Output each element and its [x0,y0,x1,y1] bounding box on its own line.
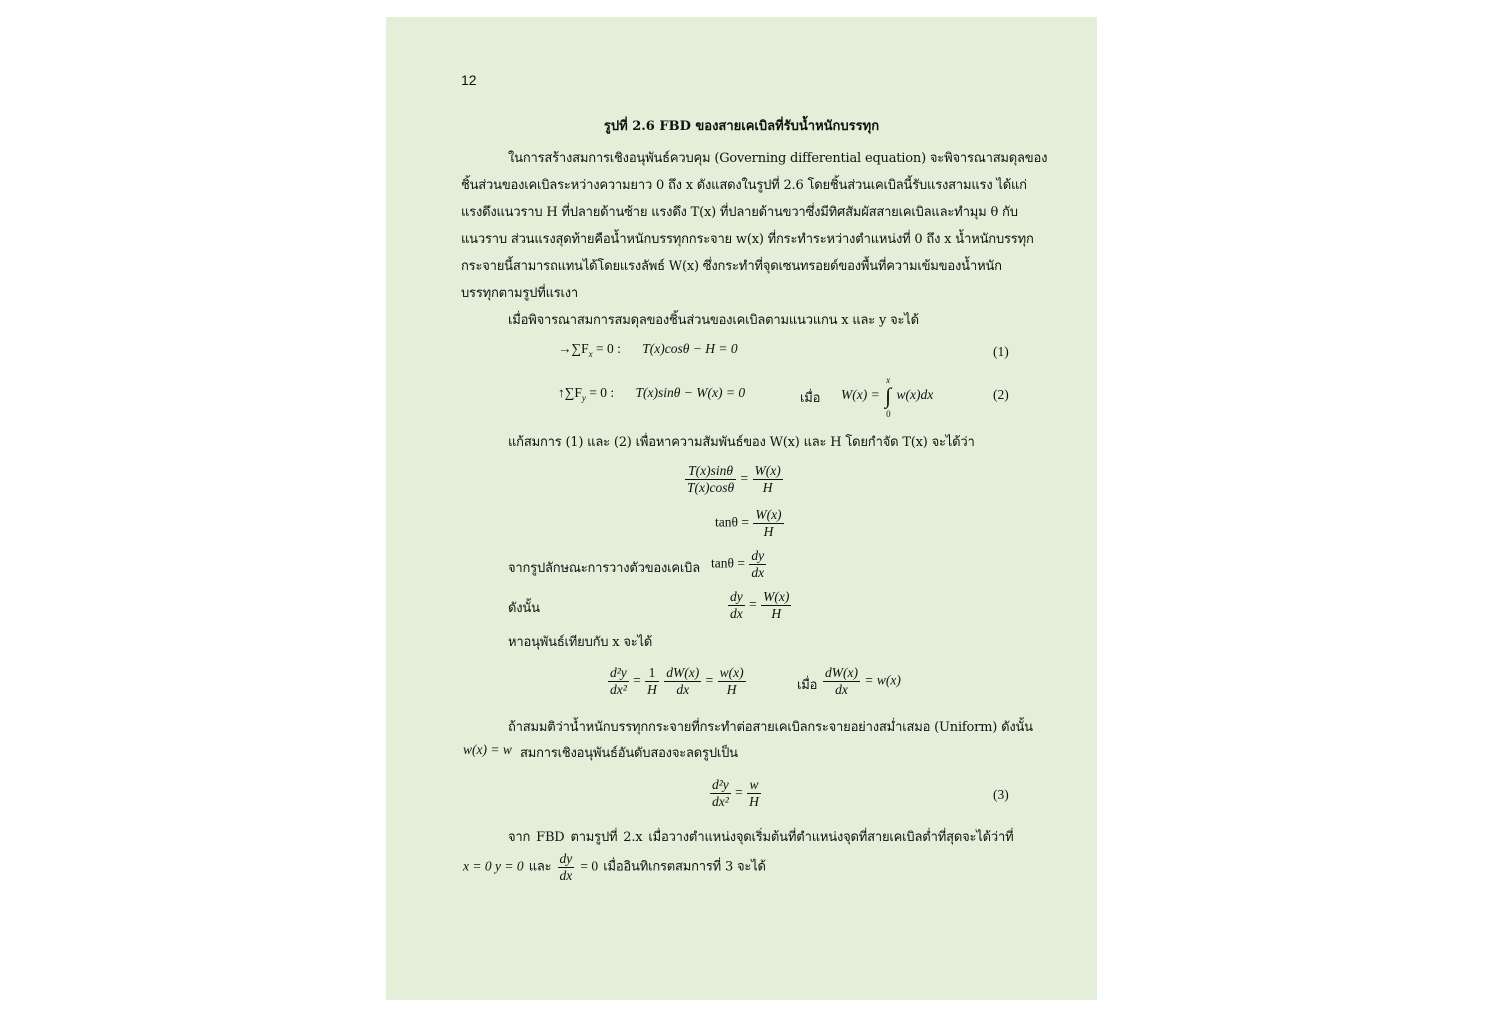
equation-2 [558,385,745,403]
slope-den: dx [751,565,765,580]
second-when: เมื่อ [797,678,818,693]
derivative-label: หาอนุพันธ์เทียบกับ x จะได้ [508,635,653,650]
paragraph-line: สมการเชิงอนุพันธ์อันดับสองจะลดรูปเป็น [520,746,738,761]
eq2-integrand: w(x)dx [896,387,934,403]
equation-1 [558,341,738,359]
therefore-den-right: H [771,606,782,621]
ratio-num-right: W(x) [754,463,781,478]
eq3-eq: = [735,784,743,800]
equation-second-derivative [607,665,747,698]
slope-label: จากรูปลักษณะการวางตัวของเคเบิล [508,561,700,576]
eq3-den-left: dx² [712,794,729,809]
def-dw: dW(x) [825,665,858,680]
paragraph-line: แก้สมการ (1) และ (2) เพื่อหาความสัมพันธ์ของ W(x) และ H โดยกำจัด T(x) จะได้ว่า [508,435,975,450]
ratio-num-left: T(x)sinθ [685,463,736,480]
paragraph-line: ชิ้นส่วนของเคเบิลระหว่างความยาว 0 ถึง x ดังแสดงในรูปที่ 2.6 โดยชิ้นส่วนเคเบิลนี้รับแรงสามแรง ได้แก่ [461,178,1027,193]
eq1-sub: x [588,349,593,359]
slope-lhs: tanθ = [711,555,745,571]
equation-slope [711,548,767,581]
therefore-den-left: dx [730,606,743,621]
eq2-rhs-head: = 0 : [589,385,615,400]
slope-num: dy [751,548,765,563]
equation-number: (2) [993,387,1009,402]
equation-number: (1) [993,344,1009,359]
equation-tan [715,507,785,540]
eq1-lhs: →∑F [558,341,589,356]
paragraph-line: กระจายนี้สามารถแทนได้โดยแรงลัพธ์ W(x) ซึ่งกระทำที่จุดเซนทรอยด์ของพื้นที่ความเข้มของน้ำหนัก [461,259,1002,274]
equation-dw-definition [822,665,901,698]
eq2-def-lhs: W(x) = [841,387,880,403]
second-eq-a: = [633,672,641,688]
second-one: 1 [645,665,659,682]
ratio-den-right: H [762,480,773,495]
last-den: dx [559,868,573,883]
paragraph-line: จาก FBD ตามรูปที่ 2.x เมื่อวางตำแหน่งจุดเริ่มต้นที่ตำแหน่งจุดที่สายเคเบิลต่ำที่สุดจะได้ว่าที่ [508,830,1014,845]
int-lower: 0 [886,409,891,419]
integral-sign: x ∫ 0 [885,375,892,419]
eq3-num-right: w [747,777,761,794]
def-result: = w(x) [864,672,901,688]
second-eq-b: = [705,672,714,688]
therefore-eq: = [749,596,757,612]
equation-3 [709,777,762,810]
def-dx: dx [835,682,848,697]
last-cond: x = 0 y = 0 [463,858,524,874]
eq3-den-right: H [749,794,759,809]
last-text: เมื่ออินทิเกรตสมการที่ 3 จะได้ [603,859,766,875]
therefore-num-right: W(x) [763,589,790,604]
second-h: H [647,682,657,697]
equation-therefore [727,589,792,622]
document-page [386,17,1097,1000]
last-line [463,851,766,884]
second-w: w(x) [719,665,744,680]
ratio-eq: = [740,470,749,486]
int-upper: x [886,375,891,385]
figure-caption: รูปที่ 2.6 FBD ของสายเคเบิลที่รับน้ำหนักบรรทุก [603,119,880,134]
last-tail: = 0 [580,858,599,874]
ratio-den-left: T(x)cosθ [687,480,735,495]
second-d2y: d²y [610,665,627,680]
paragraph-line: ในการสร้างสมการเชิงอนุพันธ์ควบคุม (Governing differential equation) จะพิจารณาสมดุลของ [508,151,1048,166]
eq1-body: T(x)cosθ − H = 0 [642,341,738,356]
uniform-expr: w(x) = w [463,742,512,757]
paragraph-line: เมื่อพิจารณาสมการสมดุลของชิ้นส่วนของเคเบิลตามแนวแกน x และ y จะได้ [508,313,919,328]
last-num: dy [559,851,573,866]
second-dw: dW(x) [666,665,700,680]
paragraph-line: บรรทุกตามรูปที่แรเงา [461,286,579,301]
tan-num: W(x) [755,507,782,522]
eq2-sub: y [581,393,586,403]
eq2-body: T(x)sinθ − W(x) = 0 [635,385,746,400]
eq3-num-left: d²y [712,777,729,792]
equation-ratio [684,463,784,496]
therefore-num-left: dy [730,589,743,604]
page-number: 12 [461,72,477,88]
last-and: และ [528,859,552,875]
second-h2: H [726,682,737,697]
eq2-definition [841,375,934,419]
second-dx2: dx² [610,682,627,697]
second-dx: dx [676,682,690,697]
eq1-rhs-head: = 0 : [596,341,621,356]
paragraph-line: ถ้าสมมติว่าน้ำหนักบรรทุกกระจายที่กระทำต่อสายเคเบิลกระจายอย่างสม่ำเสมอ (Uniform) ดังนั้น [508,720,1033,735]
paragraph-line: แรงดึงแนวราบ H ที่ปลายด้านซ้าย แรงดึง T(x) ที่ปลายด้านขวาซึ่งมีทิศสัมผัสสายเคเบิลและทำมุม θ กับ [461,205,1018,220]
eq2-when: เมื่อ [800,391,821,406]
tan-den: H [763,524,774,539]
paragraph-line: แนวราบ ส่วนแรงสุดท้ายคือน้ำหนักบรรทุกกระจาย w(x) ที่กระทำระหว่างตำแหน่งที่ 0 ถึง x น้ำหนักบรรทุก [461,232,1034,247]
therefore-label: ดังนั้น [508,601,540,616]
tan-lhs: tanθ = [715,514,749,530]
eq2-lhs: ↑∑F [558,385,582,400]
equation-number: (3) [993,787,1009,802]
